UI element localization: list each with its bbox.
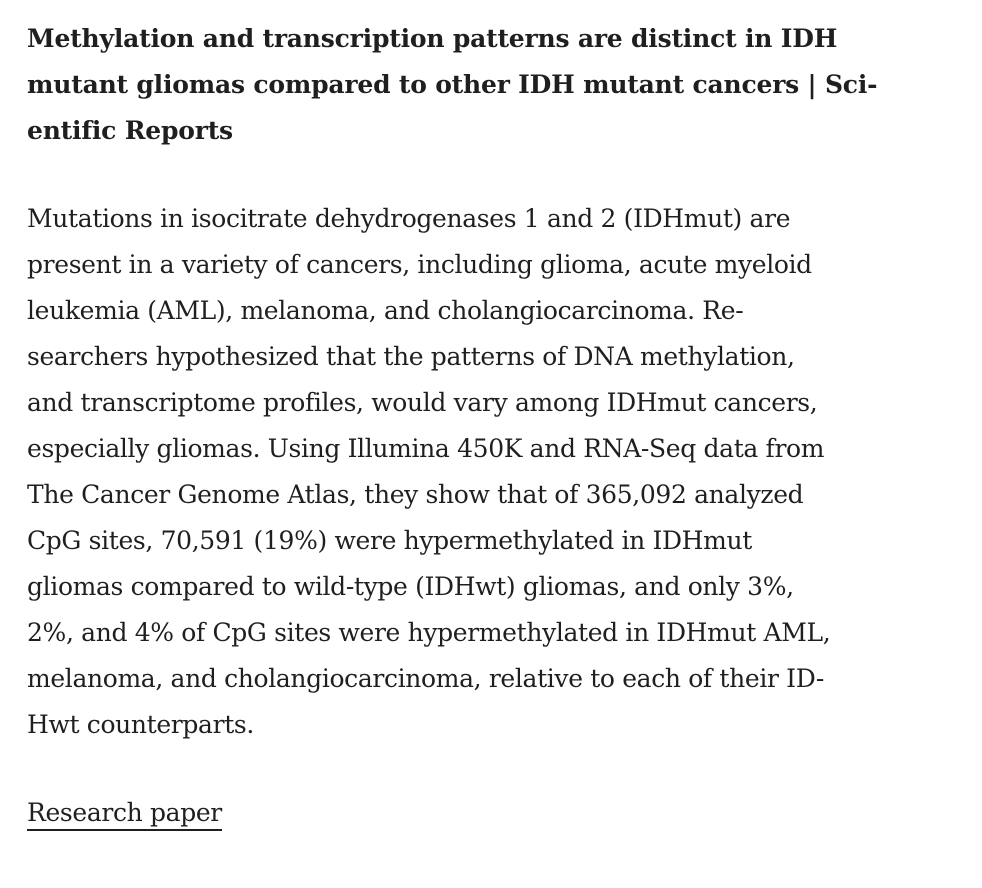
title-line: entific Reports [27,116,233,145]
summary-line: searchers hypothesized that the patterns of DNA methylation, [27,342,795,371]
summary-line: melanoma, and cholangiocarcinoma, relative to each of their ID- [27,664,824,693]
title-line: mutant gliomas compared to other IDH mutant cancers | Sci- [27,70,878,99]
summary-line: 2%, and 4% of CpG sites were hypermethylated in IDHmut AML, [27,618,831,647]
summary-line: Hwt counterparts. [27,710,254,739]
summary-line: leukemia (AML), melanoma, and cholangiocarcinoma. Re- [27,296,744,325]
title-line: Methylation and transcription patterns are distinct in IDH [27,24,838,53]
summary-line: and transcriptome profiles, would vary among IDHmut cancers, [27,388,818,417]
summary-line: CpG sites, 70,591 (19%) were hypermethylated in IDHmut [27,526,752,555]
summary-line: Mutations in isocitrate dehydrogenases 1 and 2 (IDHmut) are [27,204,791,233]
summary-line: The Cancer Genome Atlas, they show that of 365,092 analyzed [27,480,804,509]
article [27,16,927,836]
summary-line: gliomas compared to wild-type (IDHwt) gliomas, and only 3%, [27,572,794,601]
research-paper-link[interactable]: Research paper [27,798,222,831]
link-container [27,790,927,836]
article-title [27,16,927,154]
article-summary [27,196,927,748]
summary-line: present in a variety of cancers, including glioma, acute myeloid [27,250,812,279]
summary-line: especially gliomas. Using Illumina 450K and RNA-Seq data from [27,434,825,463]
